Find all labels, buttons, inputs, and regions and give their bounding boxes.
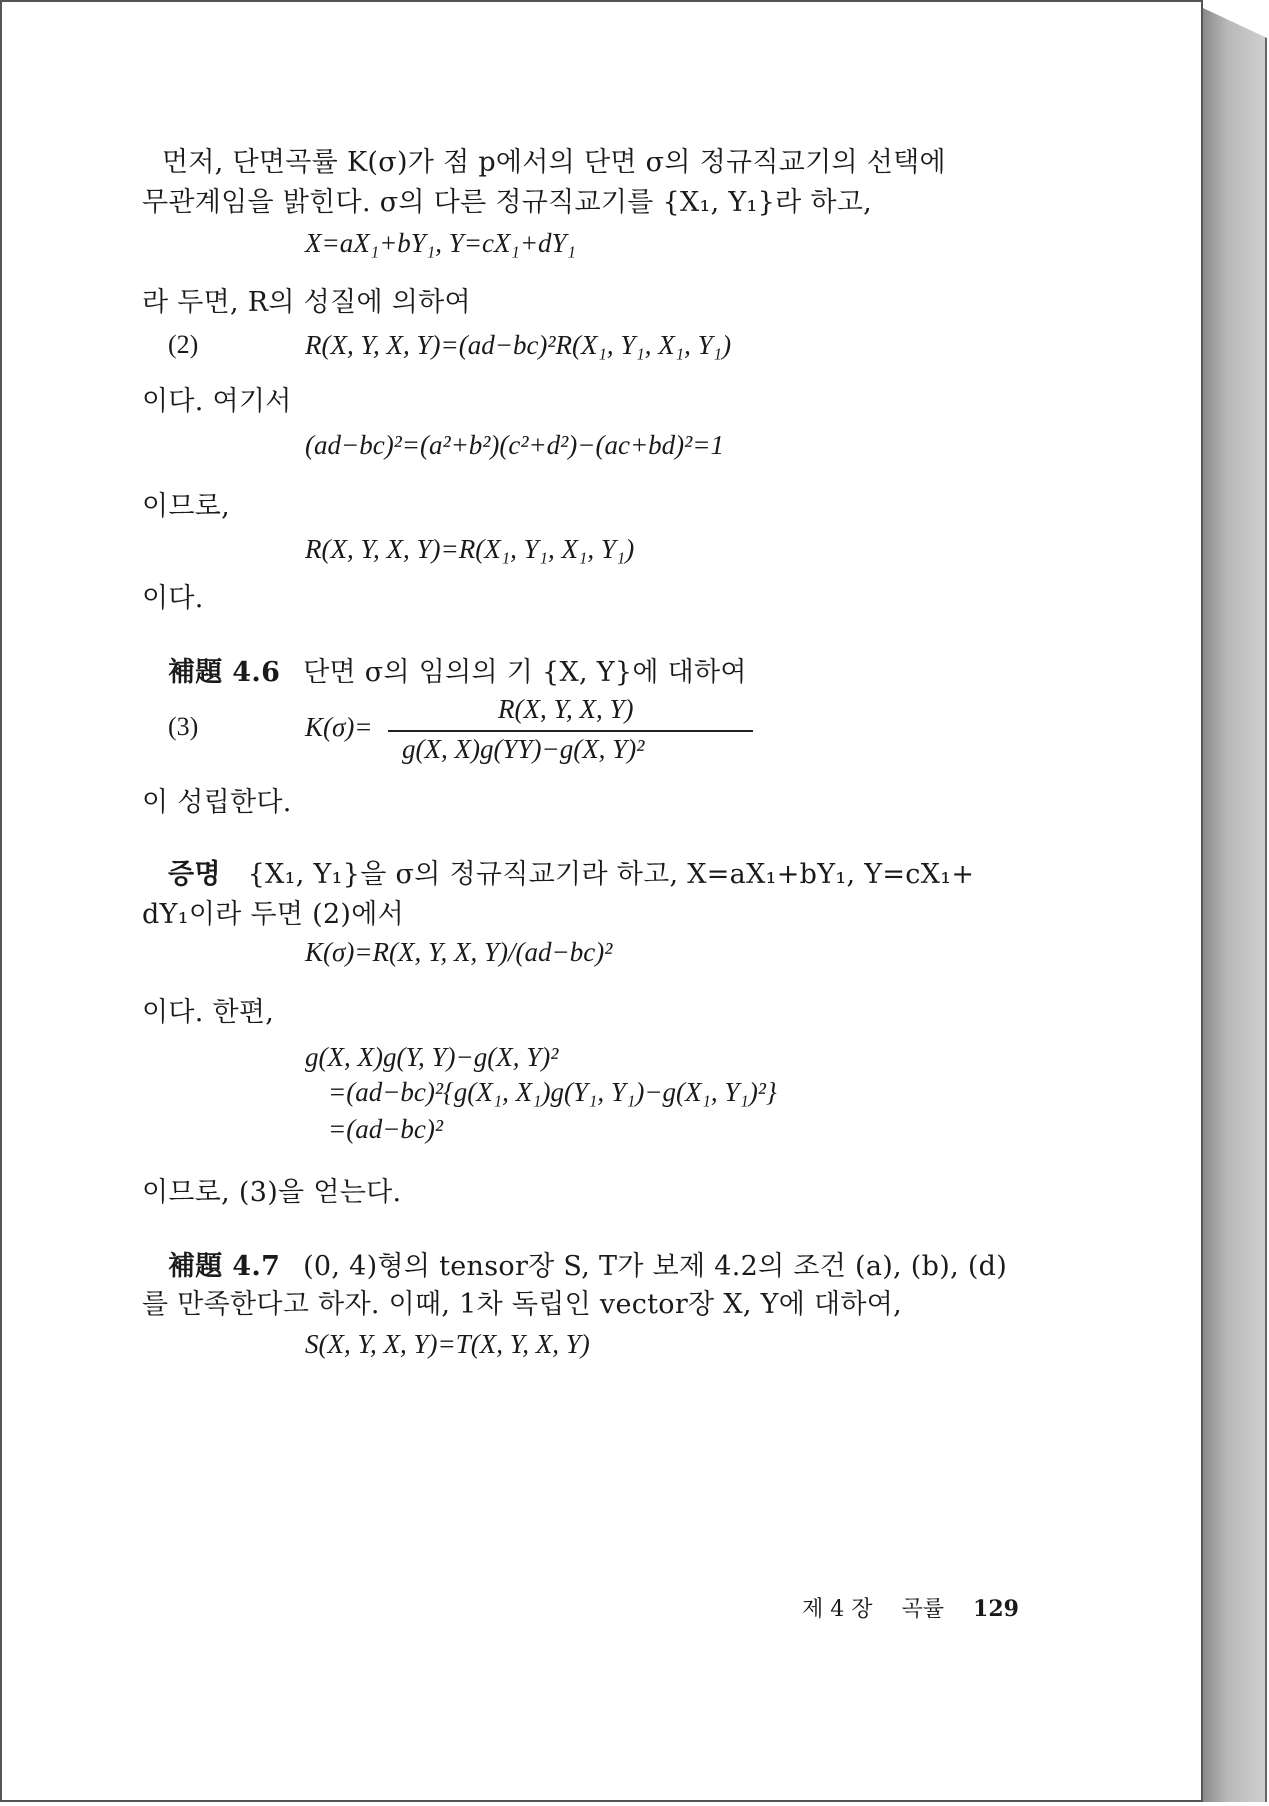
lemma-heading [168, 1244, 1007, 1283]
page-footer [802, 1592, 1019, 1623]
text-line: 이다. 여기서 [142, 386, 292, 417]
proof-text: {X₁, Y₁}을 σ의 정규직교기라 하고, X=aX₁+bY₁, Y=cX₁+ [247, 859, 975, 890]
equation-number: (2) [168, 330, 199, 359]
fraction-bar [388, 730, 753, 732]
page-number: 129 [973, 1596, 1019, 1622]
equation: S(X, Y, X, Y)=T(X, Y, X, Y) [305, 1329, 590, 1359]
equation: (ad−bc)²=(a²+b²)(c²+d²)−(ac+bd)²=1 [305, 430, 724, 460]
lemma-heading [168, 650, 747, 689]
text-line: 이 성립한다. [142, 787, 292, 818]
proof-label: 증명 [168, 859, 221, 890]
chapter-title: 곡률 [901, 1597, 945, 1622]
equation: X=aX₁+bY₁, Y=cX₁+dY₁ [305, 228, 576, 258]
proof-line [168, 852, 974, 891]
equation: R(X, Y, X, Y)=R(X₁, Y₁, X₁, Y₁) [305, 534, 635, 564]
lemma-label: 補題 4.7 [168, 1251, 281, 1282]
fraction-denominator: g(X, X)g(YY)−g(X, Y)² [402, 734, 645, 764]
text-line: 이므로, [142, 491, 231, 522]
text-line: 이므로, (3)을 얻는다. [142, 1177, 402, 1208]
equation: K(σ)=R(X, Y, X, Y)/(ad−bc)² [305, 937, 613, 967]
chapter-label: 제 4 장 [802, 1597, 873, 1622]
text-line: 먼저, 단면곡률 K(σ)가 점 p에서의 단면 σ의 정규직교기의 선택에 [162, 147, 946, 178]
equation: =(ad−bc)²{g(X₁, X₁)g(Y₁, Y₁)−g(X₁, Y₁)²} [328, 1077, 777, 1107]
equation: R(X, Y, X, Y)=(ad−bc)²R(X₁, Y₁, X₁, Y₁) [305, 330, 732, 360]
lemma-text: 단면 σ의 임의의 기 {X, Y}에 대하여 [303, 657, 747, 688]
text-line: dY₁이라 두면 (2)에서 [142, 899, 405, 930]
lemma-label: 補題 4.6 [168, 657, 281, 688]
page-stack-edge [1203, 8, 1267, 1802]
equation: g(X, X)g(Y, Y)−g(X, Y)² [305, 1042, 559, 1072]
fraction-numerator: R(X, Y, X, Y) [498, 694, 634, 724]
text-line: 이다. [142, 583, 204, 614]
text-line: 라 두면, R의 성질에 의하여 [142, 287, 471, 318]
lemma-text: (0, 4)형의 tensor장 S, T가 보제 4.2의 조건 (a), (b), (d) [303, 1251, 1008, 1282]
text-line: 를 만족한다고 하자. 이때, 1차 독립인 vector장 X, Y에 대하여, [142, 1289, 903, 1320]
text-line: 무관계임을 밝힌다. σ의 다른 정규직교기를 {X₁, Y₁}라 하고, [142, 187, 873, 218]
equation: =(ad−bc)² [328, 1114, 444, 1144]
text-line: 이다. 한편, [142, 997, 275, 1028]
equation-lhs: K(σ)= [305, 712, 373, 742]
equation-number: (3) [168, 712, 199, 741]
